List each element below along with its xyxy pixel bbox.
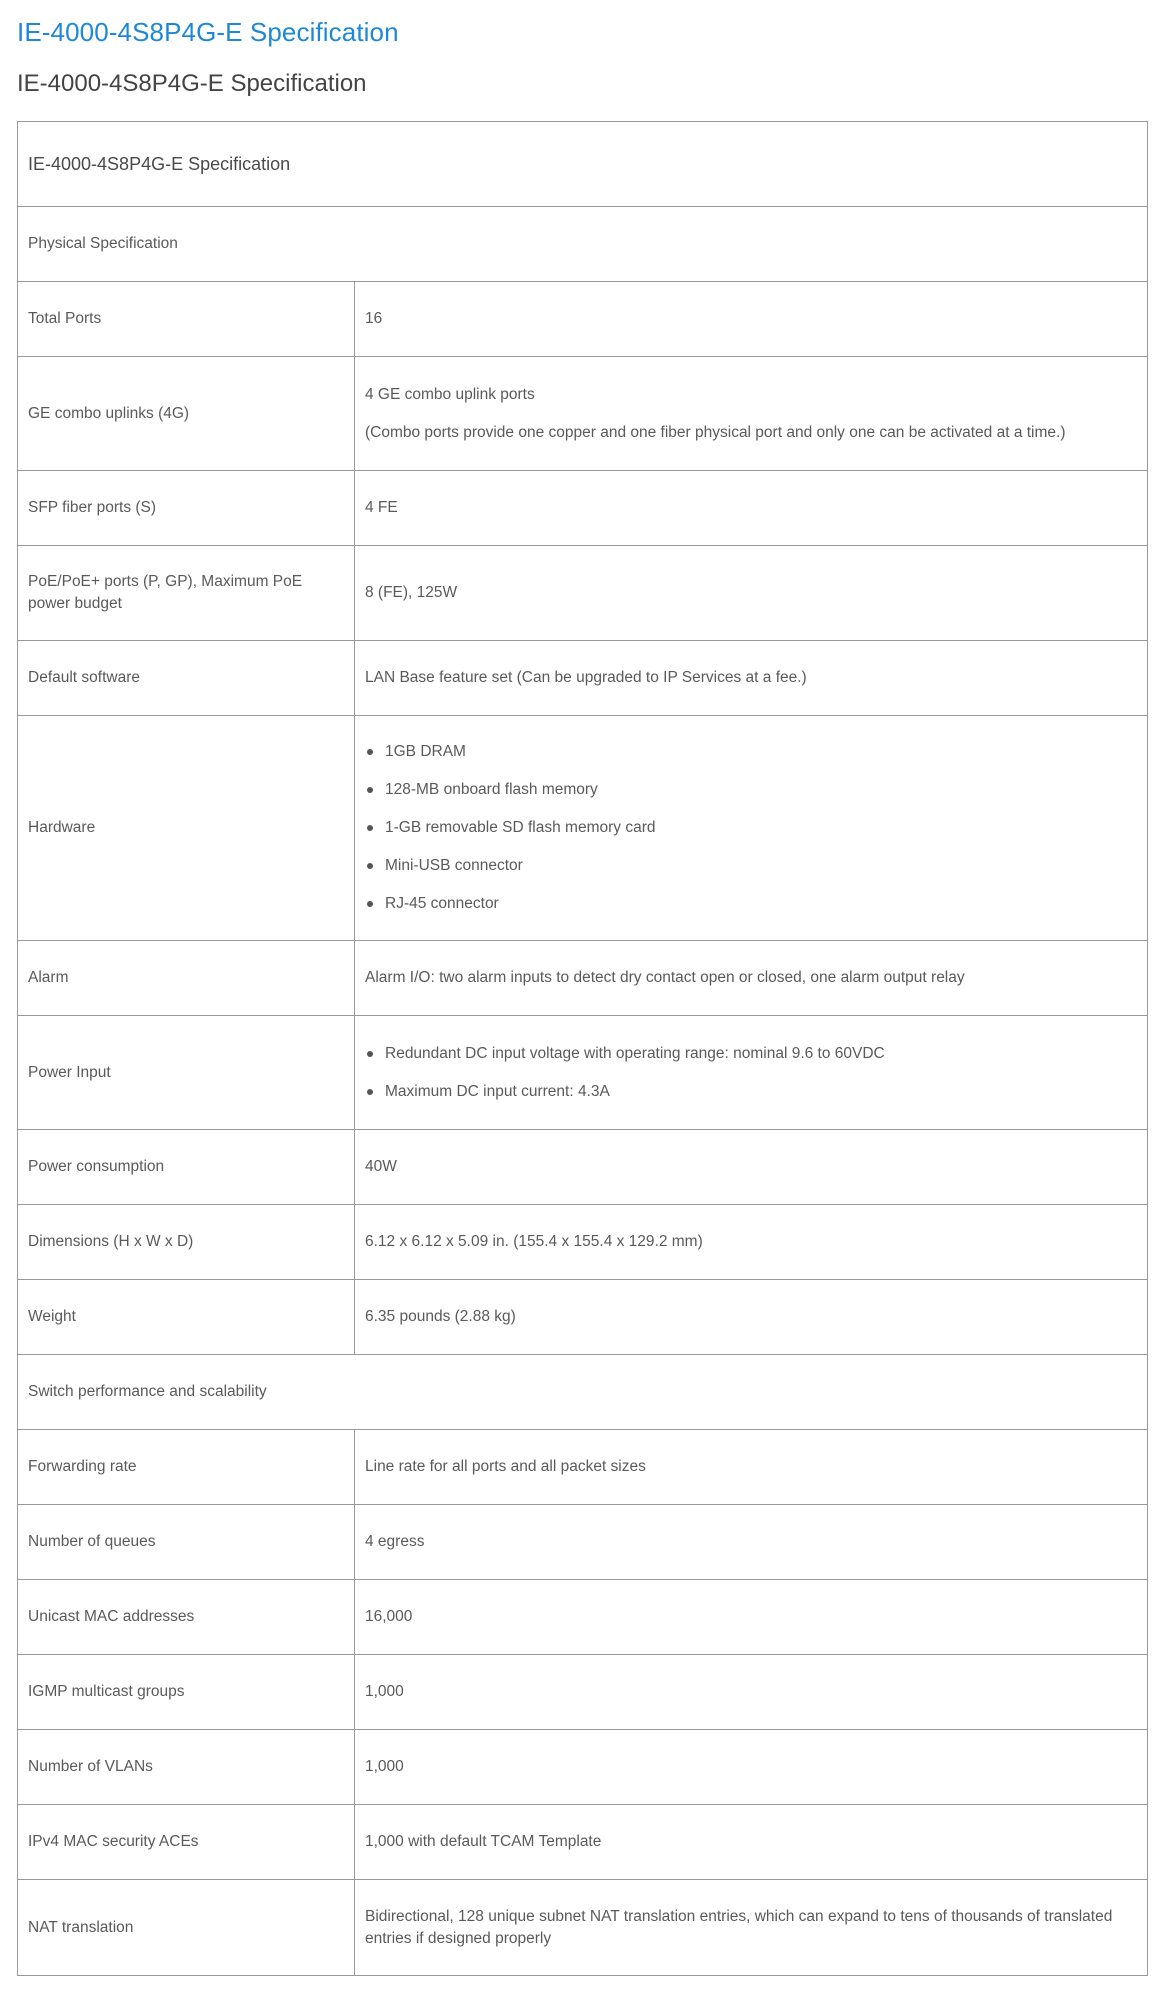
row-value xyxy=(355,357,1148,471)
table-row xyxy=(18,941,1148,1016)
section-row-switch xyxy=(18,1355,1148,1430)
row-label: SFP fiber ports (S) xyxy=(18,471,355,546)
row-value: Line rate for all ports and all packet sizes xyxy=(355,1430,1148,1505)
row-value: 1,000 xyxy=(355,1730,1148,1805)
table-header-cell: IE-4000-4S8P4G-E Specification xyxy=(18,122,1148,207)
row-label: Hardware xyxy=(18,716,355,941)
row-value xyxy=(355,1016,1148,1130)
row-label: Default software xyxy=(18,641,355,716)
table-row xyxy=(18,1730,1148,1805)
power-input-list xyxy=(365,1043,1137,1103)
row-label: Number of queues xyxy=(18,1505,355,1580)
row-value: 16,000 xyxy=(355,1580,1148,1655)
list-item: 128-MB onboard flash memory xyxy=(365,779,1137,801)
row-value: 4 egress xyxy=(355,1505,1148,1580)
row-value: 8 (FE), 125W xyxy=(355,546,1148,641)
list-item: Maximum DC input current: 4.3A xyxy=(365,1081,1137,1103)
row-value: 6.12 x 6.12 x 5.09 in. (155.4 x 155.4 x 129.2 mm) xyxy=(355,1205,1148,1280)
value-line: (Combo ports provide one copper and one fiber physical port and only one can be activated at a time.) xyxy=(365,423,1066,441)
row-label: Unicast MAC addresses xyxy=(18,1580,355,1655)
row-label: IGMP multicast groups xyxy=(18,1655,355,1730)
row-value: 6.35 pounds (2.88 kg) xyxy=(355,1280,1148,1355)
section-heading: Physical Specification xyxy=(18,207,1148,282)
value-line: 4 GE combo uplink ports xyxy=(365,385,535,403)
row-label: Power Input xyxy=(18,1016,355,1130)
list-item: 1-GB removable SD flash memory card xyxy=(365,817,1137,839)
table-row xyxy=(18,1205,1148,1280)
list-item: 1GB DRAM xyxy=(365,741,1137,763)
row-label: Number of VLANs xyxy=(18,1730,355,1805)
table-header-row xyxy=(18,122,1148,207)
table-row xyxy=(18,471,1148,546)
hardware-list xyxy=(365,741,1137,915)
row-value xyxy=(355,716,1148,941)
table-row xyxy=(18,1280,1148,1355)
list-item: RJ-45 connector xyxy=(365,893,1137,915)
row-label: Total Ports xyxy=(18,282,355,357)
list-item: Redundant DC input voltage with operating range: nominal 9.6 to 60VDC xyxy=(365,1043,1137,1065)
table-row xyxy=(18,1130,1148,1205)
row-label: NAT translation xyxy=(18,1880,355,1976)
row-label: Alarm xyxy=(18,941,355,1016)
row-value: 4 FE xyxy=(355,471,1148,546)
section-row-physical xyxy=(18,207,1148,282)
table-row xyxy=(18,1505,1148,1580)
table-row xyxy=(18,1655,1148,1730)
row-label: GE combo uplinks (4G) xyxy=(18,357,355,471)
table-row xyxy=(18,716,1148,941)
table-row xyxy=(18,1580,1148,1655)
row-value: 40W xyxy=(355,1130,1148,1205)
page-subtitle: IE-4000-4S8P4G-E Specification xyxy=(17,70,367,97)
table-row xyxy=(18,282,1148,357)
row-value: Alarm I/O: two alarm inputs to detect dry contact open or closed, one alarm output relay xyxy=(355,941,1148,1016)
table-row xyxy=(18,357,1148,471)
table-row xyxy=(18,1430,1148,1505)
table-row xyxy=(18,641,1148,716)
section-heading: Switch performance and scalability xyxy=(18,1355,1148,1430)
row-value: LAN Base feature set (Can be upgraded to IP Services at a fee.) xyxy=(355,641,1148,716)
list-item: Mini-USB connector xyxy=(365,855,1137,877)
row-label: IPv4 MAC security ACEs xyxy=(18,1805,355,1880)
row-label: Dimensions (H x W x D) xyxy=(18,1205,355,1280)
row-label: PoE/PoE+ ports (P, GP), Maximum PoE power budget xyxy=(18,546,355,641)
table-row xyxy=(18,1805,1148,1880)
row-label: Power consumption xyxy=(18,1130,355,1205)
table-row xyxy=(18,1880,1148,1976)
table-row xyxy=(18,546,1148,641)
row-value: Bidirectional, 128 unique subnet NAT translation entries, which can expand to tens of thousands of translated entries if designed properly xyxy=(355,1880,1148,1976)
row-value: 1,000 with default TCAM Template xyxy=(355,1805,1148,1880)
row-value: 1,000 xyxy=(355,1655,1148,1730)
row-value: 16 xyxy=(355,282,1148,357)
row-label: Weight xyxy=(18,1280,355,1355)
page-title-link[interactable]: IE-4000-4S8P4G-E Specification xyxy=(17,17,399,47)
row-label: Forwarding rate xyxy=(18,1430,355,1505)
table-row xyxy=(18,1016,1148,1130)
spec-table xyxy=(17,121,1148,1976)
